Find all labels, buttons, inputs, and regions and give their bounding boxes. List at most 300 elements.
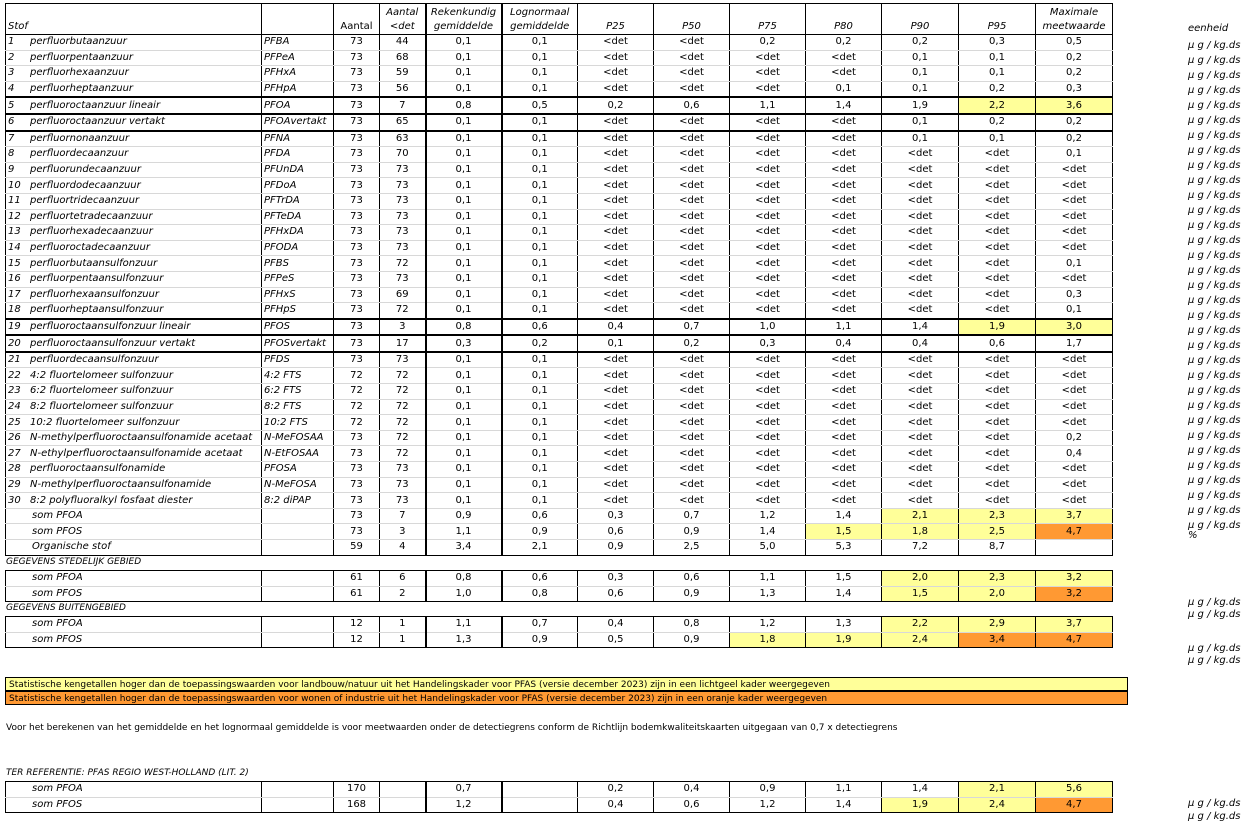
value-p80: <det <box>806 131 882 147</box>
value-p95: 0,1 <box>959 131 1036 147</box>
stedelijk-title: GEGEVENS STEDELIJK GEBIED <box>6 557 142 567</box>
value-n: 73 <box>334 66 380 82</box>
value-max: <det <box>1036 225 1113 241</box>
value-n: 12 <box>334 617 380 633</box>
value-n: 73 <box>334 50 380 66</box>
value-p95: <det <box>959 493 1036 509</box>
value-max: <det <box>1036 415 1113 431</box>
substance-name <box>6 240 262 256</box>
value-p25: <det <box>578 131 654 147</box>
value-p25: <det <box>578 193 654 209</box>
header-p75: P75 <box>730 4 806 35</box>
value-p95: 0,1 <box>959 66 1036 82</box>
value-log <box>502 797 578 813</box>
header-p50: P50 <box>654 4 730 35</box>
value-p80: 1,4 <box>806 508 882 524</box>
value-p75: <det <box>730 209 806 225</box>
substance-name: som PFOA <box>6 571 262 587</box>
table-row <box>6 399 1113 415</box>
value-p90: <det <box>882 178 959 194</box>
value-n: 61 <box>334 571 380 587</box>
table-row <box>6 384 1113 400</box>
value-p90: <det <box>882 368 959 384</box>
value-p90: <det <box>882 162 959 178</box>
substance-name <box>6 462 262 478</box>
value-p50: <det <box>654 66 730 82</box>
value-p75: <det <box>730 477 806 493</box>
value-p25: 0,6 <box>578 586 654 602</box>
value-p95: 2,9 <box>959 617 1036 633</box>
value-rek: 0,1 <box>426 240 502 256</box>
value-p95: <det <box>959 287 1036 303</box>
value-p75: 1,3 <box>730 586 806 602</box>
value-log: 0,6 <box>502 508 578 524</box>
value-max: 3,7 <box>1036 508 1113 524</box>
value-p80: <det <box>806 462 882 478</box>
value-max: 0,5 <box>1036 35 1113 51</box>
value-p80: <det <box>806 271 882 287</box>
value-rek: 0,1 <box>426 162 502 178</box>
header-aantal-det: Aantal <det <box>380 4 426 35</box>
substance-code: 4:2 FTS <box>262 368 334 384</box>
value-p50: <det <box>654 209 730 225</box>
value-p80: 5,3 <box>806 540 882 556</box>
table-row <box>6 477 1113 493</box>
value-rek: 3,4 <box>426 540 502 556</box>
substance-name: som PFOS <box>6 632 262 648</box>
value-n: 59 <box>334 540 380 556</box>
value-det: 73 <box>380 477 426 493</box>
table-row <box>6 147 1113 163</box>
value-log: 0,1 <box>502 493 578 509</box>
substance-code <box>262 586 334 602</box>
value-log: 0,7 <box>502 617 578 633</box>
table-row <box>6 415 1113 431</box>
unit-label: μ g / kg.ds <box>1188 205 1241 216</box>
substance-label: perfluorpentaansulfonzuur <box>30 273 164 285</box>
header-eenheid: eenheid <box>1188 23 1229 34</box>
value-p90: <det <box>882 462 959 478</box>
value-p80: <det <box>806 50 882 66</box>
value-max: 3,2 <box>1036 586 1113 602</box>
value-p75: 1,1 <box>730 571 806 587</box>
value-p75: <det <box>730 271 806 287</box>
value-n: 72 <box>334 384 380 400</box>
substance-name <box>6 225 262 241</box>
row-number: 10 <box>8 179 21 191</box>
substance-label: perfluoroctaanzuur lineair <box>30 99 161 111</box>
row-number: 24 <box>8 400 21 412</box>
value-p50: <det <box>654 147 730 163</box>
unit-label: μ g / kg.ds <box>1188 55 1241 66</box>
substance-label: perfluorhexadecaanzuur <box>30 226 153 238</box>
value-n: 73 <box>334 162 380 178</box>
value-log: 0,1 <box>502 193 578 209</box>
table-row <box>6 782 1113 798</box>
value-n: 73 <box>334 287 380 303</box>
value-p75: 1,2 <box>730 508 806 524</box>
substance-label: 8:2 polyfluoralkyl fosfaat diester <box>30 494 193 506</box>
substance-name <box>6 415 262 431</box>
value-p80: 1,5 <box>806 524 882 540</box>
value-log: 0,1 <box>502 368 578 384</box>
value-p95: <det <box>959 430 1036 446</box>
table-row <box>6 240 1113 256</box>
substance-label: perfluornonaanzuur <box>30 132 130 144</box>
row-number: 13 <box>8 226 21 238</box>
substance-name <box>6 256 262 272</box>
row-number: 22 <box>8 369 21 381</box>
value-p25: <det <box>578 287 654 303</box>
value-p95: 0,6 <box>959 335 1036 352</box>
substance-code: PFBS <box>262 256 334 272</box>
value-p90: <det <box>882 430 959 446</box>
value-p90: <det <box>882 193 959 209</box>
value-p25: <det <box>578 35 654 51</box>
value-max: <det <box>1036 193 1113 209</box>
value-p80: 1,9 <box>806 632 882 648</box>
buiten-title: GEGEVENS BUITENGEBIED <box>6 603 126 613</box>
value-n: 73 <box>334 352 380 368</box>
value-rek: 0,1 <box>426 430 502 446</box>
substance-label: perfluordecaanzuur <box>30 148 129 160</box>
value-rek: 0,3 <box>426 335 502 352</box>
value-p50: 0,9 <box>654 524 730 540</box>
value-p95: 8,7 <box>959 540 1036 556</box>
value-max: 3,6 <box>1036 97 1113 114</box>
table-row <box>6 462 1113 478</box>
value-p90: 2,1 <box>882 508 959 524</box>
table-row <box>6 81 1113 97</box>
value-p90: 1,5 <box>882 586 959 602</box>
value-log: 0,6 <box>502 571 578 587</box>
value-p80: <det <box>806 303 882 319</box>
value-p50: 0,7 <box>654 319 730 336</box>
value-rek: 0,7 <box>426 782 502 798</box>
substance-code: PFODA <box>262 240 334 256</box>
table-row <box>6 617 1113 633</box>
value-rek: 0,1 <box>426 462 502 478</box>
row-number: 4 <box>8 83 15 95</box>
value-n: 73 <box>334 493 380 509</box>
value-det: 73 <box>380 462 426 478</box>
substance-code: PFPeA <box>262 50 334 66</box>
value-p95: 2,5 <box>959 524 1036 540</box>
value-p50: <det <box>654 399 730 415</box>
value-log: 0,1 <box>502 240 578 256</box>
value-max: 4,7 <box>1036 632 1113 648</box>
value-log: 0,1 <box>502 81 578 97</box>
substance-label: N-methylperfluoroctaansulfonamide acetaat <box>30 432 253 444</box>
table-row <box>6 540 1113 556</box>
value-p50: <det <box>654 287 730 303</box>
row-number: 17 <box>8 288 21 300</box>
substance-code: 10:2 FTS <box>262 415 334 431</box>
value-max: 0,2 <box>1036 50 1113 66</box>
substance-code <box>262 524 334 540</box>
value-p80: <det <box>806 256 882 272</box>
value-n: 73 <box>334 97 380 114</box>
value-p25: <det <box>578 430 654 446</box>
unit-label: μ g / kg.ds <box>1188 597 1241 608</box>
value-p50: <det <box>654 271 730 287</box>
row-number: 20 <box>8 337 21 349</box>
value-det: 1 <box>380 632 426 648</box>
value-p50: <det <box>654 225 730 241</box>
value-p25: <det <box>578 81 654 97</box>
value-p75: <det <box>730 303 806 319</box>
unit-label: μ g / kg.ds <box>1188 265 1241 276</box>
table-row <box>6 193 1113 209</box>
value-det: 70 <box>380 147 426 163</box>
value-p90: <det <box>882 477 959 493</box>
stedelijk-table <box>5 570 1113 602</box>
value-p25: 0,5 <box>578 632 654 648</box>
value-p95: 2,3 <box>959 571 1036 587</box>
table-row <box>6 256 1113 272</box>
table-row <box>6 319 1113 336</box>
value-p95: <det <box>959 462 1036 478</box>
substance-code: PFHpA <box>262 81 334 97</box>
value-p25: <det <box>578 178 654 194</box>
value-p50: <det <box>654 50 730 66</box>
value-rek: 0,1 <box>426 35 502 51</box>
value-p80: <det <box>806 352 882 368</box>
value-rek: 0,1 <box>426 287 502 303</box>
value-max: <det <box>1036 240 1113 256</box>
substance-code: PFOAvertakt <box>262 114 334 131</box>
value-p90: 2,2 <box>882 617 959 633</box>
value-max: <det <box>1036 209 1113 225</box>
substance-name <box>6 66 262 82</box>
table-row <box>6 524 1113 540</box>
value-p25: <det <box>578 162 654 178</box>
value-p75: <det <box>730 384 806 400</box>
value-det: 73 <box>380 209 426 225</box>
unit-label: μ g / kg.ds <box>1188 85 1241 96</box>
value-det: 65 <box>380 114 426 131</box>
value-det: 73 <box>380 240 426 256</box>
value-n: 73 <box>334 430 380 446</box>
substance-name <box>6 209 262 225</box>
table-header <box>6 4 1113 35</box>
value-p80: 0,1 <box>806 81 882 97</box>
value-n: 73 <box>334 35 380 51</box>
value-n: 73 <box>334 256 380 272</box>
table-row <box>6 446 1113 462</box>
substance-code <box>262 540 334 556</box>
value-p50: <det <box>654 368 730 384</box>
value-p50: <det <box>654 35 730 51</box>
unit-label: μ g / kg.ds <box>1188 460 1241 471</box>
value-log: 0,1 <box>502 162 578 178</box>
unit-label: μ g / kg.ds <box>1188 655 1241 666</box>
value-n: 73 <box>334 81 380 97</box>
value-p75: <det <box>730 352 806 368</box>
substance-code: PFDS <box>262 352 334 368</box>
value-p25: <det <box>578 66 654 82</box>
row-number: 7 <box>8 132 15 144</box>
value-p80: <det <box>806 162 882 178</box>
substance-name <box>6 178 262 194</box>
value-p80: <det <box>806 446 882 462</box>
value-log: 0,1 <box>502 66 578 82</box>
row-number: 28 <box>8 463 21 475</box>
value-p90: <det <box>882 225 959 241</box>
value-rek: 0,8 <box>426 571 502 587</box>
value-p90: <det <box>882 399 959 415</box>
value-max: 4,7 <box>1036 524 1113 540</box>
table-row <box>6 97 1113 114</box>
value-p50: <det <box>654 303 730 319</box>
value-rek: 0,1 <box>426 147 502 163</box>
value-log: 0,1 <box>502 178 578 194</box>
value-p50: <det <box>654 415 730 431</box>
value-max: <det <box>1036 352 1113 368</box>
unit-label: μ g / kg.ds <box>1188 385 1241 396</box>
value-n: 73 <box>334 271 380 287</box>
value-p80: <det <box>806 430 882 446</box>
value-p80: 1,4 <box>806 97 882 114</box>
row-number: 14 <box>8 242 21 254</box>
value-p25: <det <box>578 493 654 509</box>
substance-name <box>6 368 262 384</box>
value-p50: <det <box>654 193 730 209</box>
substance-code: PFOA <box>262 97 334 114</box>
value-det: 4 <box>380 540 426 556</box>
value-n: 73 <box>334 178 380 194</box>
substance-code <box>262 797 334 813</box>
unit-label: μ g / kg.ds <box>1188 811 1241 822</box>
value-p80: 1,5 <box>806 571 882 587</box>
value-det: 69 <box>380 287 426 303</box>
value-p75: 1,8 <box>730 632 806 648</box>
substance-code: 8:2 FTS <box>262 399 334 415</box>
substance-label: perfluordodecaanzuur <box>30 179 141 191</box>
value-max: <det <box>1036 477 1113 493</box>
value-p50: 0,6 <box>654 97 730 114</box>
value-p90: <det <box>882 446 959 462</box>
value-log: 0,9 <box>502 524 578 540</box>
value-p90: <det <box>882 256 959 272</box>
header-code <box>262 4 334 35</box>
value-rek: 0,1 <box>426 446 502 462</box>
substance-code: PFOSvertakt <box>262 335 334 352</box>
value-p95: <det <box>959 193 1036 209</box>
value-p50: <det <box>654 240 730 256</box>
value-p95: <det <box>959 368 1036 384</box>
value-rek: 0,1 <box>426 225 502 241</box>
substance-label: perfluorhexaansulfonzuur <box>30 288 159 300</box>
row-number: 23 <box>8 385 21 397</box>
unit-label: μ g / kg.ds <box>1188 40 1241 51</box>
value-det: 73 <box>380 271 426 287</box>
value-n: 73 <box>334 462 380 478</box>
value-p50: 0,7 <box>654 508 730 524</box>
table-body <box>6 35 1113 556</box>
value-rek: 1,1 <box>426 617 502 633</box>
row-number: 18 <box>8 304 21 316</box>
substance-name <box>6 287 262 303</box>
value-n: 73 <box>334 508 380 524</box>
table-row <box>6 287 1113 303</box>
value-p95: 3,4 <box>959 632 1036 648</box>
substance-code: PFHxS <box>262 287 334 303</box>
value-p25: <det <box>578 462 654 478</box>
value-rek: 1,0 <box>426 586 502 602</box>
header-p90: P90 <box>882 4 959 35</box>
unit-label: μ g / kg.ds <box>1188 798 1241 809</box>
value-p95: 2,3 <box>959 508 1036 524</box>
legend-orange: Statistische kengetallen hoger dan de toepassingswaarden voor wonen of industrie uit het Handelingskader voor PFAS (versie december 2023) zijn in een oranje kader weergegeven <box>5 691 1128 705</box>
value-det: 68 <box>380 50 426 66</box>
unit-label: μ g / kg.ds <box>1188 445 1241 456</box>
substance-name <box>6 446 262 462</box>
value-p25: 0,2 <box>578 97 654 114</box>
substance-code: PFNA <box>262 131 334 147</box>
value-log: 0,1 <box>502 256 578 272</box>
unit-label: μ g / kg.ds <box>1188 609 1241 620</box>
substance-code: N-MeFOSAA <box>262 430 334 446</box>
value-p50: <det <box>654 256 730 272</box>
substance-code: N-MeFOSA <box>262 477 334 493</box>
value-n: 170 <box>334 782 380 798</box>
substance-code: PFBA <box>262 35 334 51</box>
value-rek: 0,1 <box>426 303 502 319</box>
unit-label: μ g / kg.ds <box>1188 190 1241 201</box>
table-row <box>6 178 1113 194</box>
value-n: 73 <box>334 240 380 256</box>
value-log: 0,1 <box>502 384 578 400</box>
value-p95: <det <box>959 147 1036 163</box>
substance-label: perfluortridecaanzuur <box>30 195 140 207</box>
substance-name <box>6 81 262 97</box>
unit-label: μ g / kg.ds <box>1188 130 1241 141</box>
substance-name <box>6 335 262 352</box>
value-log: 0,1 <box>502 271 578 287</box>
value-log: 0,8 <box>502 586 578 602</box>
value-p90: 0,4 <box>882 335 959 352</box>
value-rek: 0,1 <box>426 256 502 272</box>
value-p50: 0,9 <box>654 586 730 602</box>
substance-label: perfluoroctaansulfonamide <box>30 463 166 475</box>
substance-code: PFDoA <box>262 178 334 194</box>
value-log <box>502 782 578 798</box>
value-p25: <det <box>578 225 654 241</box>
substance-name <box>6 477 262 493</box>
table-row <box>6 50 1113 66</box>
row-number: 25 <box>8 416 21 428</box>
value-log: 0,1 <box>502 462 578 478</box>
value-p75: <det <box>730 493 806 509</box>
value-det: 72 <box>380 446 426 462</box>
unit-label: μ g / kg.ds <box>1188 430 1241 441</box>
substance-code <box>262 782 334 798</box>
value-p95: <det <box>959 178 1036 194</box>
value-n: 73 <box>334 446 380 462</box>
value-log: 0,1 <box>502 415 578 431</box>
value-max: 0,2 <box>1036 114 1113 131</box>
value-log: 0,1 <box>502 477 578 493</box>
value-p50: <det <box>654 446 730 462</box>
value-rek: 0,1 <box>426 384 502 400</box>
value-p80: <det <box>806 66 882 82</box>
value-max: 5,6 <box>1036 782 1113 798</box>
substance-label: perfluoroctaansulfonzuur lineair <box>30 320 191 332</box>
table-row <box>6 586 1113 602</box>
substance-label: perfluoroctaanzuur vertakt <box>30 116 165 128</box>
value-p95: <det <box>959 446 1036 462</box>
